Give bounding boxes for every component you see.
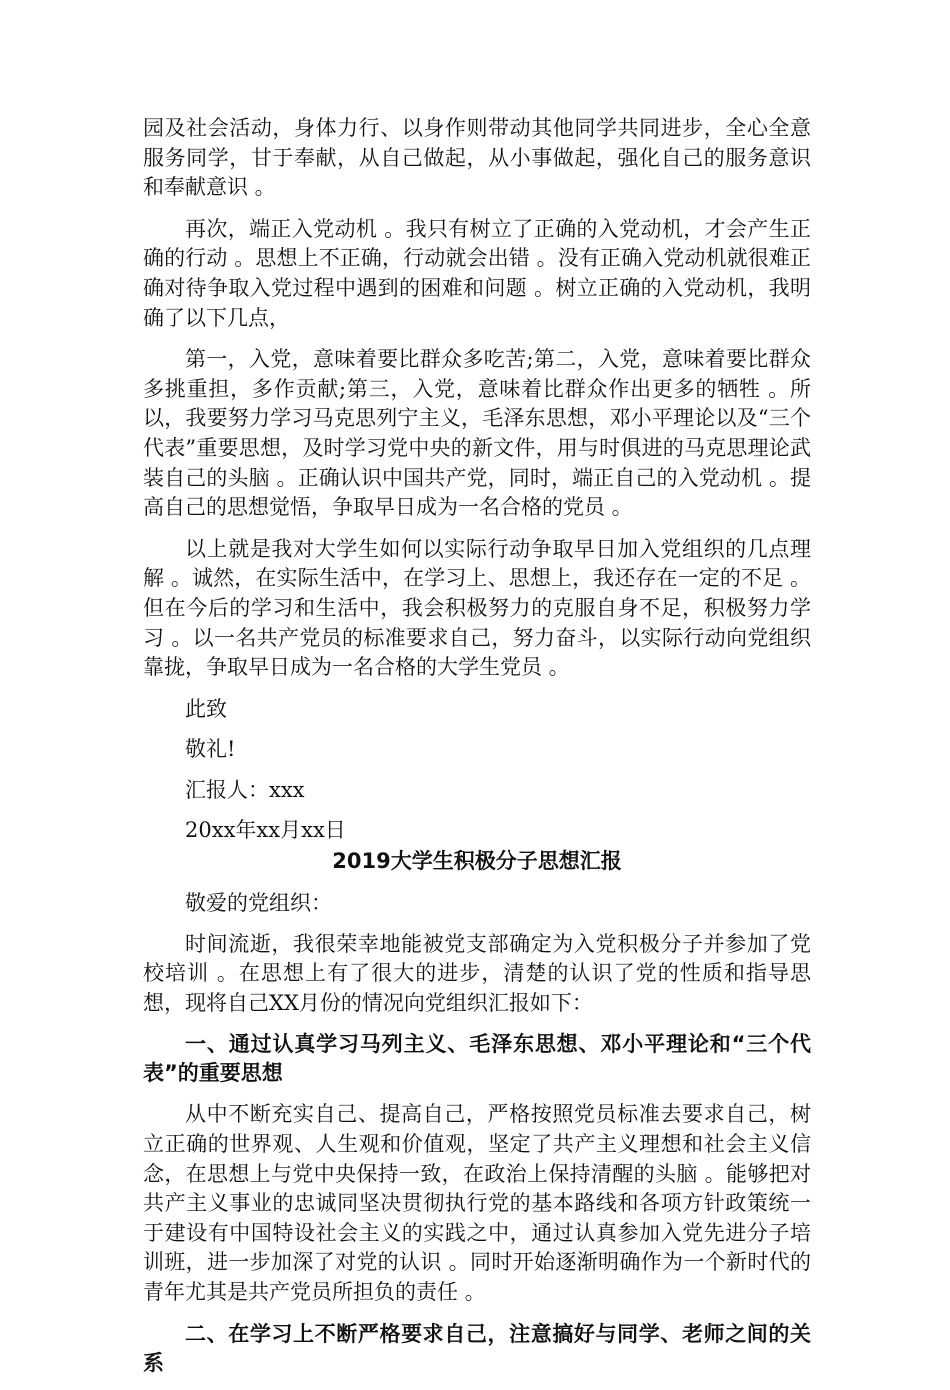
section-heading-2: 二、在学习上不断严格要求自己，注意搞好与同学、老师之间的关系 bbox=[143, 1321, 811, 1375]
intro-paragraph: 时间流逝，我很荣幸地能被党支部确定为入党积极分子并参加了党校培训 。在思想上有了很大的进步，清楚的认识了党的性质和指导思想，现将自己XX月份的情况向党组织汇报如下： bbox=[143, 931, 811, 1015]
body-paragraph: 园及社会活动，身体力行、以身作则带动其他同学共同进步，全心全意服务同学，甘于奉献，从自己做起，从小事做起，强化自己的服务意识和奉献意识 。 bbox=[143, 116, 811, 200]
document-title: 2019大学生积极分子思想汇报 bbox=[332, 849, 622, 874]
document-page bbox=[143, 114, 811, 1390]
closing-salutation: 此致 bbox=[185, 696, 227, 721]
closing-respect: 敬礼! bbox=[185, 737, 236, 762]
closing-date: 20xx年xx月xx日 bbox=[185, 818, 346, 843]
body-paragraph: 第一，入党，意味着要比群众多吃苦;第二，入党，意味着要比群众多挑重担，多作贡献;第三，入党，意味着比群众作出更多的牺牲 。所以，我要努力学习马克思列宁主义，毛泽东思想，邓小平理论以及“三个代表”重要思想，及时学习党中央的新文件，用与时俱进的马克思理论武装自己的头脑 。正确认识中国共产党，同时，端正自己的入党动机 。提高自己的思想觉悟，争取早日成为一名合格的党员 。 bbox=[143, 347, 811, 520]
closing-reporter: 汇报人：xxx bbox=[185, 777, 305, 802]
section-body-1: 从中不断充实自己、提高自己，严格按照党员标准去要求自己，树立正确的世界观、人生观和价值观，坚定了共产主义理想和社会主义信念，在思想上与党中央保持一致，在政治上保持清醒的头脑 。能够把对共产主义事业的忠诚同坚决贯彻执行党的基本路线和各项方针政策统一于建设有中国特设社会主义的实践之中，通过认真参加入党先进分子培训班，进一步加深了对党的认识 。同时开始逐渐明确作为一个新时代的青年尤其是共产党员所担负的责任 。 bbox=[143, 1102, 811, 1304]
greeting: 敬爱的党组织： bbox=[185, 891, 332, 916]
body-paragraph: 以上就是我对大学生如何以实际行动争取早日加入党组织的几点理解 。诚然，在实际生活中，在学习上、思想上，我还存在一定的不足 。但在今后的学习和生活中，我会积极努力的克服自身不足，积极努力学习 。以一名共产党员的标准要求自己，努力奋斗，以实际行动向党组织靠拢，争取早日成为一名合格的大学生党员 。 bbox=[143, 536, 811, 680]
body-paragraph: 再次，端正入党动机 。我只有树立了正确的入党动机，才会产生正确的行动 。思想上不正确，行动就会出错 。没有正确入党动机就很难正确对待争取入党过程中遇到的困难和问题 。树立正确的入党动机，我明确了以下几点， bbox=[143, 216, 811, 330]
section-heading-1: 一、通过认真学习马列主义、毛泽东思想、邓小平理论和“三个代表”的重要思想 bbox=[143, 1032, 811, 1086]
